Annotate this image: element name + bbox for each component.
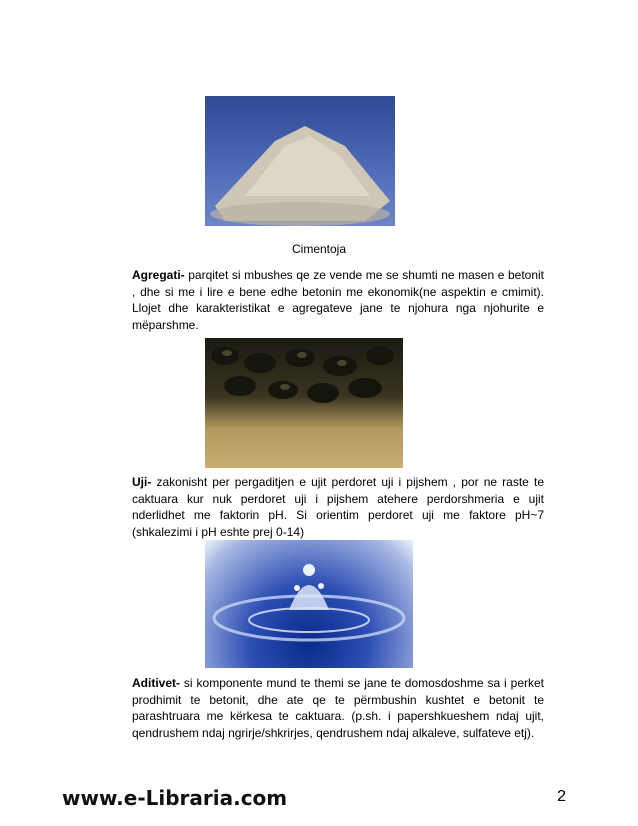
footer-url-link[interactable]: www.e-Libraria.com	[62, 786, 288, 810]
additives-text: si komponente mund te themi se jane te domosdoshme sa i perket prodhimit te betonit, dhe ate qe te përmbushin kushtet e betonit te parashtruara me kërkesa te caktuara. (p.sh. i papershkueshem ndaj ujit, qendrushem ndaj ngrirje/shkrirjes, qendrushem ndaj alkaleve, sulfateve etj).	[132, 676, 544, 740]
additives-paragraph	[132, 675, 544, 741]
cement-powder-image	[205, 96, 395, 226]
water-term: Uji-	[132, 475, 152, 489]
aggregate-text: parqitet si mbushes qe ze vende me se shumti ne masen e betonit , dhe si me i lire e bene edhe betonin me ekonomik(ne aspektin e cmimit). Llojet dhe karakteristikat e agregateve jane te njohura nga njohurite e mëparshme.	[132, 268, 544, 332]
page-number: 2	[557, 788, 566, 805]
aggregate-paragraph	[132, 267, 544, 333]
gravel-image	[205, 338, 403, 468]
water-text: zakonisht per pergaditjen e ujit perdoret uji i pijshem , por ne raste te caktuara kur nuk perdoret uji i pijshem atehere perdorshmeria e ujit nderlidhet me faktorin pH. Si orientim perdoret uji me faktore pH~7 (shkalezimi i pH eshte prej 0-14)	[132, 475, 544, 539]
water-drop-image	[205, 540, 413, 668]
additives-term: Aditivet-	[132, 676, 180, 690]
aggregate-term: Agregati-	[132, 268, 185, 282]
cement-caption: Cimentoja	[291, 242, 347, 256]
water-paragraph	[132, 474, 544, 540]
